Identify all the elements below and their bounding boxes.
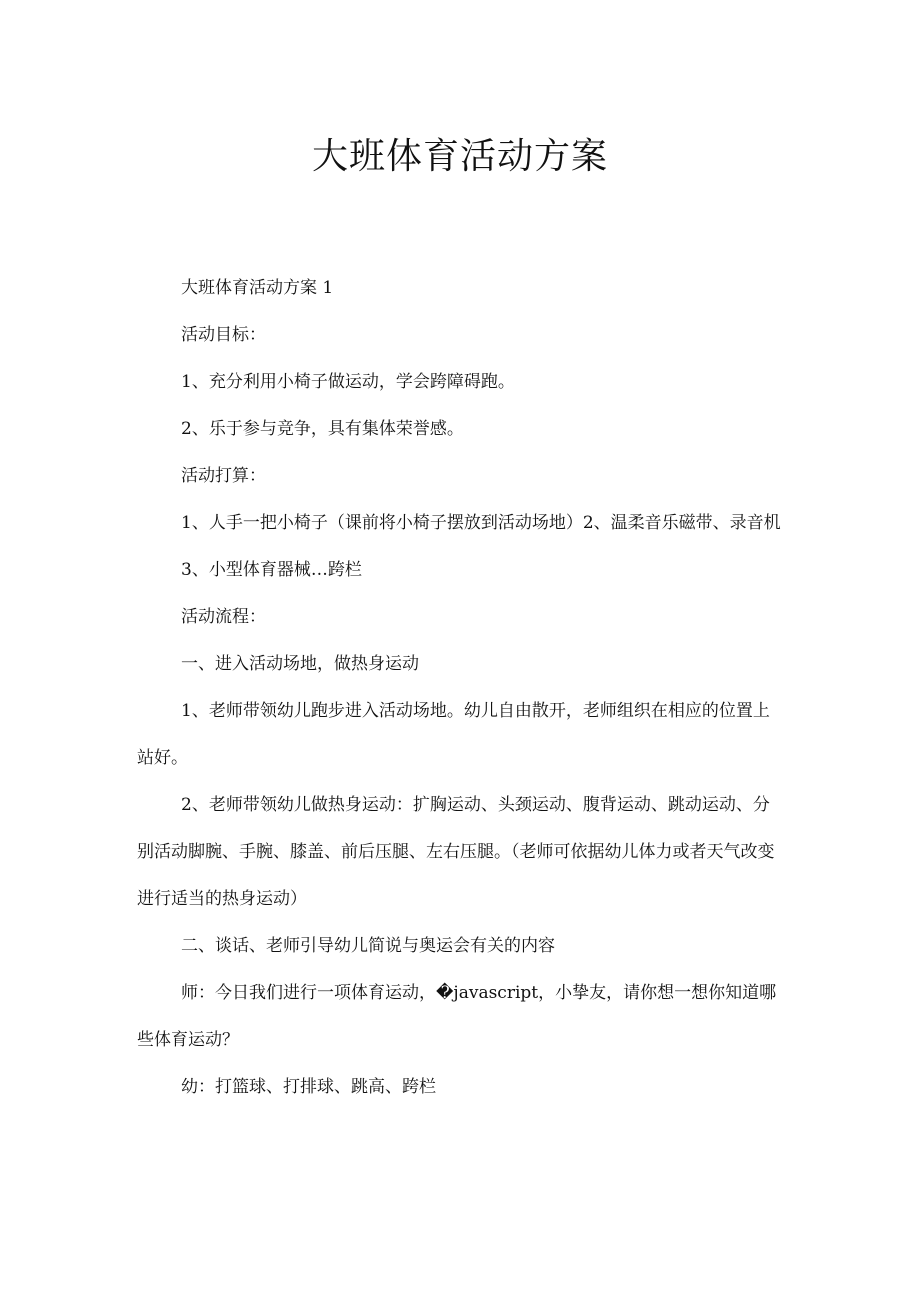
document-body [137, 265, 785, 1111]
process-step-1-item-1: 1、老师带领幼儿跑步进入活动场地。幼儿自由散开，老师组织在相应的位置上站好。 [137, 701, 770, 768]
activity-process-heading: 活动流程： [181, 607, 266, 627]
goal-item-1: 1、充分利用小椅子做运动，学会跨障碍跑。 [181, 372, 515, 392]
preparation-item-3: 3、小型体育器械…跨栏 [181, 560, 362, 580]
process-step-1-item-2: 2、老师带领幼儿做热身运动：扩胸运动、头颈运动、腹背运动、跳动运动、分别活动脚腕、手腕、膝盖、前后压腿、左右压腿。（老师可依据幼儿体力或者天气改变进行适当的热身运动） [137, 795, 775, 909]
activity-preparation-heading: 活动打算： [181, 466, 266, 486]
teacher-dialogue: 师：今日我们进行一项体育运动，�javascript，小挚友，请你想一想你知道哪些体育运动？ [137, 983, 777, 1050]
process-step-2-heading: 二、谈话、老师引导幼儿简说与奥运会有关的内容 [181, 936, 555, 956]
document-title: 大班体育活动方案 [311, 136, 608, 177]
section-heading-plan-1: 大班体育活动方案 1 [181, 278, 334, 298]
preparation-item-1: 1、人手一把小椅子（课前将小椅子摆放到活动场地）2、温柔音乐磁带、录音机 [181, 513, 781, 533]
child-dialogue: 幼：打篮球、打排球、跳高、跨栏 [181, 1077, 436, 1097]
process-step-1-heading: 一、进入活动场地，做热身运动 [181, 654, 419, 674]
activity-goals-heading: 活动目标： [181, 325, 266, 345]
goal-item-2: 2、乐于参与竞争，具有集体荣誉感。 [181, 419, 464, 439]
